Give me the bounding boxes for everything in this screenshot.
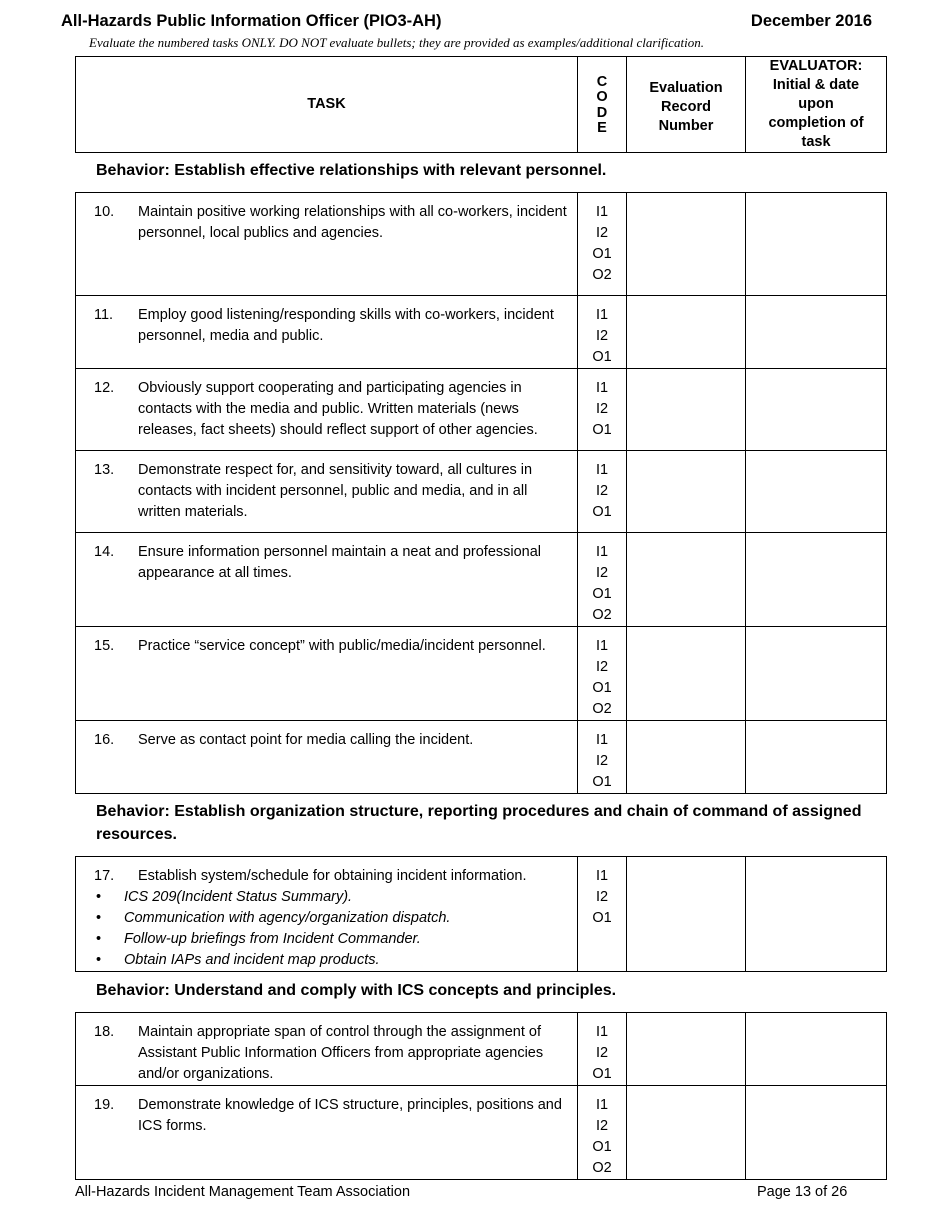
task-cell xyxy=(76,1013,578,1086)
code-value: O1 xyxy=(592,1139,612,1155)
task-cell xyxy=(76,1086,578,1180)
task-number: 10. xyxy=(94,204,115,220)
task-row xyxy=(76,857,887,972)
header-line: Initial & date xyxy=(772,77,860,93)
evaluator-initial-cell[interactable] xyxy=(746,1013,887,1086)
code-value: I2 xyxy=(595,565,609,581)
code-value: O1 xyxy=(592,910,612,926)
document-title: All-Hazards Public Information Officer (PIO3-AH) xyxy=(61,12,442,30)
code-value: O2 xyxy=(592,607,612,623)
evaluation-record-cell[interactable] xyxy=(627,193,746,296)
code-letter: D xyxy=(596,104,608,121)
evaluation-record-cell[interactable] xyxy=(627,627,746,721)
task-text: Ensure information personnel maintain a neat and professional appearance at all times. xyxy=(138,544,542,581)
task-cell xyxy=(76,369,578,451)
footer-organization: All-Hazards Incident Management Team Association xyxy=(75,1184,411,1200)
task-row xyxy=(76,451,887,533)
code-value: O1 xyxy=(592,246,612,262)
code-value: I1 xyxy=(595,1097,609,1113)
task-text: Establish system/schedule for obtaining incident information. xyxy=(138,868,527,884)
task-number: 11. xyxy=(94,307,114,323)
task-text: Maintain appropriate span of control through the assignment of Assistant Public Information Officers from appropriate agencies and/or organizations. xyxy=(138,1024,544,1082)
evaluation-record-cell[interactable] xyxy=(627,1013,746,1086)
code-cell xyxy=(578,451,627,533)
task-number: 18. xyxy=(94,1024,115,1040)
task-number: 12. xyxy=(94,380,115,396)
task-number: 16. xyxy=(94,732,115,748)
code-value: I2 xyxy=(595,328,609,344)
task-table xyxy=(75,1012,887,1180)
task-column-header: TASK xyxy=(76,57,578,153)
code-letter: E xyxy=(597,120,607,136)
code-value: O1 xyxy=(592,586,612,602)
evaluator-initial-cell[interactable] xyxy=(746,451,887,533)
bullet-item: • Obtain IAPs and incident map products. xyxy=(94,950,571,971)
code-value: O1 xyxy=(592,504,612,520)
code-value: O1 xyxy=(592,774,612,790)
code-value: I1 xyxy=(595,307,609,323)
task-row xyxy=(76,1086,887,1180)
code-value: I2 xyxy=(595,483,609,499)
evaluator-initial-cell[interactable] xyxy=(746,193,887,296)
task-text: Demonstrate knowledge of ICS structure, principles, positions and ICS forms. xyxy=(138,1097,562,1134)
code-value: I1 xyxy=(595,1024,609,1040)
evaluation-record-cell[interactable] xyxy=(627,857,746,972)
task-text: Maintain positive working relationships with all co-workers, incident personnel, local publics and agencies. xyxy=(138,204,567,241)
evaluator-column-header xyxy=(746,57,887,153)
evaluation-record-cell[interactable] xyxy=(627,369,746,451)
header-line: EVALUATOR: xyxy=(769,58,863,74)
task-row xyxy=(76,533,887,627)
task-cell xyxy=(76,721,578,794)
task-table xyxy=(75,856,887,972)
code-value: I1 xyxy=(595,868,609,884)
code-cell xyxy=(578,296,627,369)
task-cell xyxy=(76,193,578,296)
evaluation-instruction: Evaluate the numbered tasks ONLY. DO NOT evaluate bullets; they are provided as examples/additional clarification. xyxy=(89,35,704,50)
code-cell xyxy=(578,721,627,794)
evaluation-record-cell[interactable] xyxy=(627,721,746,794)
code-cell xyxy=(578,193,627,296)
code-cell xyxy=(578,533,627,627)
evaluator-initial-cell[interactable] xyxy=(746,721,887,794)
evaluation-record-cell[interactable] xyxy=(627,1086,746,1180)
footer-page-number: Page 13 of 26 xyxy=(757,1184,848,1200)
task-number: 17. xyxy=(94,868,115,884)
code-value: O1 xyxy=(592,1066,612,1082)
task-row xyxy=(76,369,887,451)
behavior-heading: Behavior: Establish effective relationships with relevant personnel. xyxy=(96,162,607,179)
task-number: 19. xyxy=(94,1097,115,1113)
evaluation-record-cell[interactable] xyxy=(627,296,746,369)
evaluator-initial-cell[interactable] xyxy=(746,627,887,721)
code-cell xyxy=(578,857,627,972)
task-table xyxy=(75,192,887,794)
header-table xyxy=(75,56,887,153)
evaluation-record-cell[interactable] xyxy=(627,451,746,533)
code-value: I1 xyxy=(595,204,609,220)
header-line: Record xyxy=(661,99,711,115)
evaluator-initial-cell[interactable] xyxy=(746,1086,887,1180)
header-line: completion of xyxy=(768,115,864,131)
code-value: I1 xyxy=(595,380,609,396)
code-value: O2 xyxy=(592,267,612,283)
code-value: O1 xyxy=(592,422,612,438)
task-cell xyxy=(76,857,578,972)
task-row xyxy=(76,193,887,296)
code-value: I1 xyxy=(595,462,609,478)
code-value: O1 xyxy=(592,349,612,365)
task-cell xyxy=(76,296,578,369)
task-number: 15. xyxy=(94,638,115,654)
code-value: I2 xyxy=(595,1118,609,1134)
code-value: I2 xyxy=(595,659,609,675)
bullet-list xyxy=(94,887,571,971)
evaluation-record-cell[interactable] xyxy=(627,533,746,627)
behavior-heading: Behavior: Establish organization structure, reporting procedures and chain of command of assigned resources. xyxy=(96,803,862,843)
task-row xyxy=(76,627,887,721)
code-cell xyxy=(578,627,627,721)
code-letter: O xyxy=(596,89,608,105)
code-value: I2 xyxy=(595,753,609,769)
task-number: 13. xyxy=(94,462,115,478)
code-cell xyxy=(578,1086,627,1180)
code-value: I1 xyxy=(595,732,609,748)
task-row xyxy=(76,1013,887,1086)
task-text: Demonstrate respect for, and sensitivity toward, all cultures in contacts with incident personnel, public and media, and in all written materials. xyxy=(138,462,533,520)
document-date: December 2016 xyxy=(750,12,872,30)
evaluator-initial-cell[interactable] xyxy=(746,533,887,627)
code-value: I2 xyxy=(595,225,609,241)
code-value: O2 xyxy=(592,701,612,717)
code-value: O2 xyxy=(592,1160,612,1176)
task-row xyxy=(76,296,887,369)
header-line: upon xyxy=(798,96,834,112)
task-number: 14. xyxy=(94,544,115,560)
code-value: I2 xyxy=(595,889,609,905)
task-text: Employ good listening/responding skills with co-workers, incident personnel, media and public. xyxy=(138,307,554,344)
evaluation-record-column-header xyxy=(627,57,746,153)
evaluator-initial-cell[interactable] xyxy=(746,369,887,451)
task-text: Practice “service concept” with public/media/incident personnel. xyxy=(138,638,546,654)
code-value: I2 xyxy=(595,1045,609,1061)
code-cell xyxy=(578,369,627,451)
code-value: I1 xyxy=(595,544,609,560)
code-value: I1 xyxy=(595,638,609,654)
bullet-item: • Follow-up briefings from Incident Commander. xyxy=(94,929,571,950)
code-value: I2 xyxy=(595,401,609,417)
code-value: O1 xyxy=(592,680,612,696)
behavior-heading: Behavior: Understand and comply with ICS concepts and principles. xyxy=(96,982,617,999)
evaluator-initial-cell[interactable] xyxy=(746,857,887,972)
code-column-header xyxy=(578,57,627,153)
task-row xyxy=(76,721,887,794)
task-cell xyxy=(76,533,578,627)
header-line: Number xyxy=(658,118,714,134)
header-line: task xyxy=(801,134,831,150)
task-text: Obviously support cooperating and participating agencies in contacts with the media and public. Written materials (news releases, fact sheets) should reflect support of other agencies. xyxy=(138,380,538,438)
header-line: Evaluation xyxy=(649,80,723,96)
task-text: Serve as contact point for media calling the incident. xyxy=(138,732,474,748)
bullet-item: • ICS 209(Incident Status Summary). xyxy=(94,887,571,908)
evaluator-initial-cell[interactable] xyxy=(746,296,887,369)
code-letter: C xyxy=(596,73,608,90)
bullet-item: • Communication with agency/organization dispatch. xyxy=(94,908,571,929)
task-cell xyxy=(76,627,578,721)
task-cell xyxy=(76,451,578,533)
code-cell xyxy=(578,1013,627,1086)
